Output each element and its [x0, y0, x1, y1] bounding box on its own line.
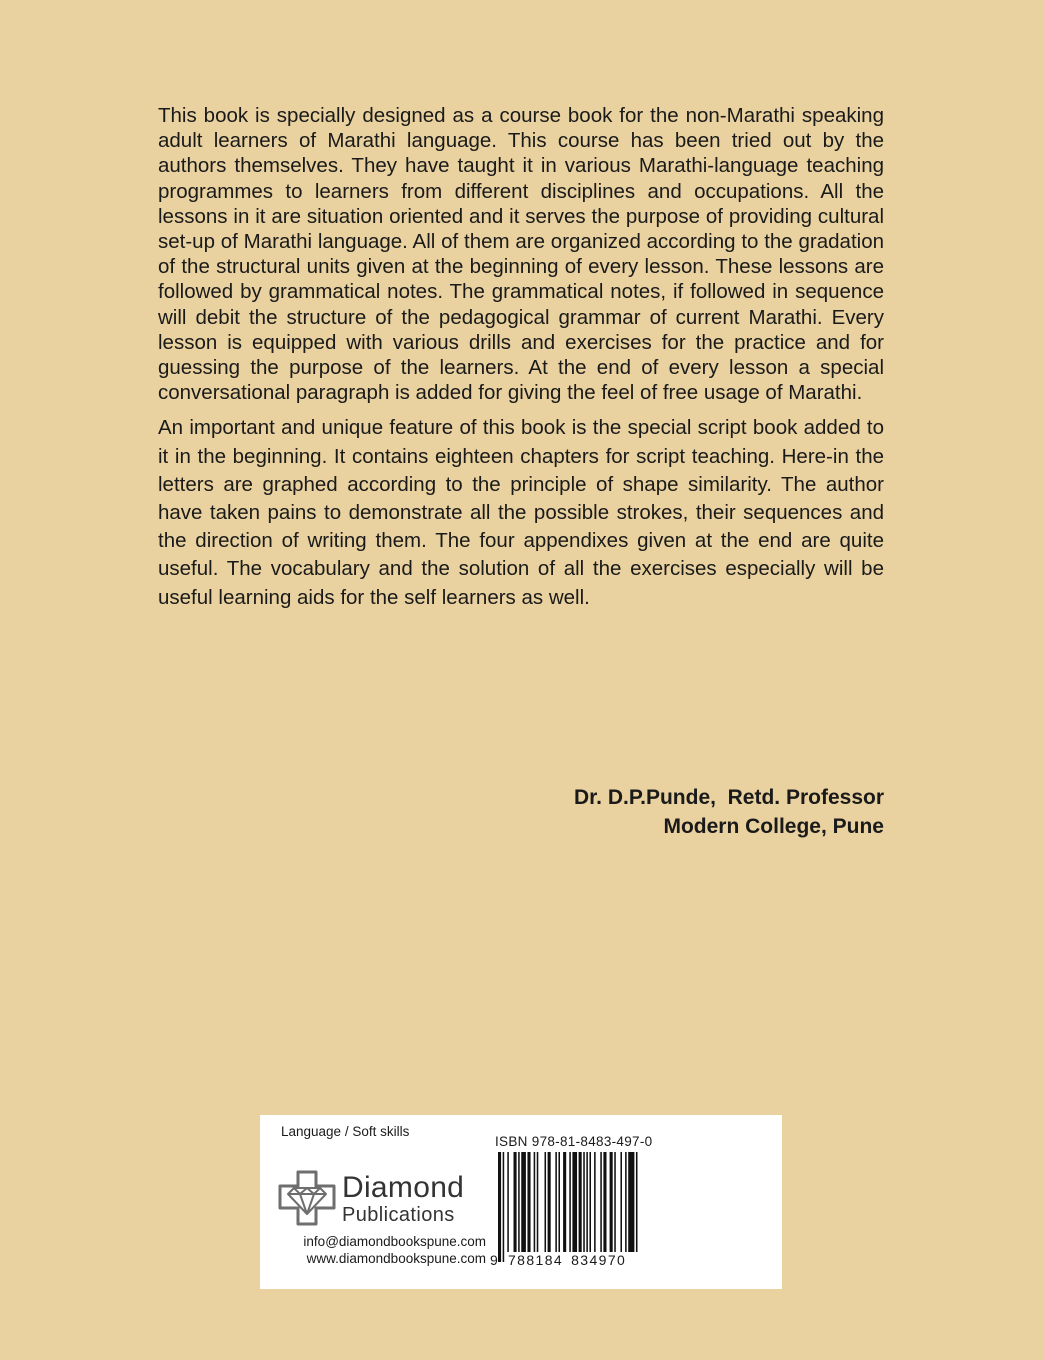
diamond-logo-icon — [276, 1170, 338, 1226]
barcode-bar — [514, 1152, 517, 1252]
barcode-bar — [620, 1152, 622, 1252]
barcode-bar — [610, 1152, 613, 1252]
barcode-bar — [555, 1152, 557, 1252]
publisher-name: Diamond — [342, 1171, 465, 1204]
barcode-bar — [569, 1152, 571, 1252]
barcode-digits-left: 788184 — [508, 1252, 564, 1268]
barcode-bar — [534, 1152, 536, 1252]
author-signature — [574, 784, 884, 841]
publisher-label-box — [260, 1115, 782, 1289]
publisher-website: www.diamondbookspune.com — [306, 1251, 486, 1266]
blurb-paragraph-2: An important and unique feature of this book is the special script book added to it in the beginning. It contains eighteen chapters for script teaching. Here-in the letters are graphed according to the principle of shape similarity. The author have taken pains to demonstrate all the possible strokes, their sequences and the direction of writing them. The four appendixes given at the end are quite useful. The vocabulary and the solution of all the exercises especially will be useful learning aids for the self learners as well. — [158, 416, 884, 609]
barcode-bar — [579, 1152, 582, 1252]
barcode-bar — [545, 1152, 547, 1252]
barcode-bar — [625, 1152, 627, 1252]
publisher-brand — [342, 1173, 464, 1225]
publisher-subtitle: Publications — [342, 1204, 455, 1226]
barcode-bar — [636, 1152, 638, 1252]
barcode-bar — [548, 1152, 551, 1252]
barcode-bar — [603, 1152, 606, 1252]
isbn-barcode — [494, 1152, 644, 1262]
signature-line-1: Dr. D.P.Punde, Retd. Professor — [573, 786, 884, 809]
barcode-bar — [572, 1152, 577, 1252]
barcode-digits — [490, 1252, 628, 1268]
barcode-bar — [628, 1152, 634, 1252]
barcode-bar — [537, 1152, 539, 1252]
barcode-bar — [586, 1152, 588, 1262]
barcode-digit-first: 9 — [490, 1252, 498, 1268]
barcode-bar — [507, 1152, 509, 1252]
barcode-bar — [614, 1152, 616, 1252]
barcode-digits-right: 834970 — [571, 1252, 627, 1268]
category-label: Language / Soft skills — [281, 1124, 410, 1139]
barcode-bar — [589, 1152, 591, 1252]
publisher-email: info@diamondbookspune.com — [303, 1234, 486, 1249]
barcode-bar — [600, 1152, 602, 1252]
barcode-bar — [583, 1152, 585, 1262]
signature-line-2: Modern College, Pune — [663, 814, 884, 838]
barcode-bar — [563, 1152, 566, 1252]
barcode-bar — [503, 1152, 505, 1262]
barcode-bar — [558, 1152, 560, 1252]
barcode-bar — [498, 1152, 501, 1262]
barcode-bar — [527, 1152, 530, 1252]
publisher-contact — [303, 1233, 486, 1267]
barcode-bar — [594, 1152, 596, 1252]
back-cover-blurb — [158, 103, 884, 612]
barcode-bar — [518, 1152, 520, 1252]
isbn-text: ISBN 978-81-8483-497-0 — [495, 1134, 653, 1149]
barcode-bar — [521, 1152, 526, 1252]
blurb-paragraph-1: This book is specially designed as a course book for the non-Marathi speaking adult learners of Marathi language. This course has been tried out by the authors themselves. They have taught it in various Marathi-language teaching programmes to learners from different disciplines and occupations. All the lessons in it are situation oriented and it serves the purpose of providing cultural set-up of Marathi language. All of them are organized according to the gradation of the structural units given at the beginning of every lesson. These lessons are followed by grammatical notes. The grammatical notes, if followed in sequence will debit the structure of the pedagogical grammar of current Marathi. Every lesson is equipped with various drills and exercises for the practice and for guessing the purpose of the learners. At the end of every lesson a special conversational paragraph is added for giving the feel of free usage of Marathi. — [158, 104, 884, 405]
